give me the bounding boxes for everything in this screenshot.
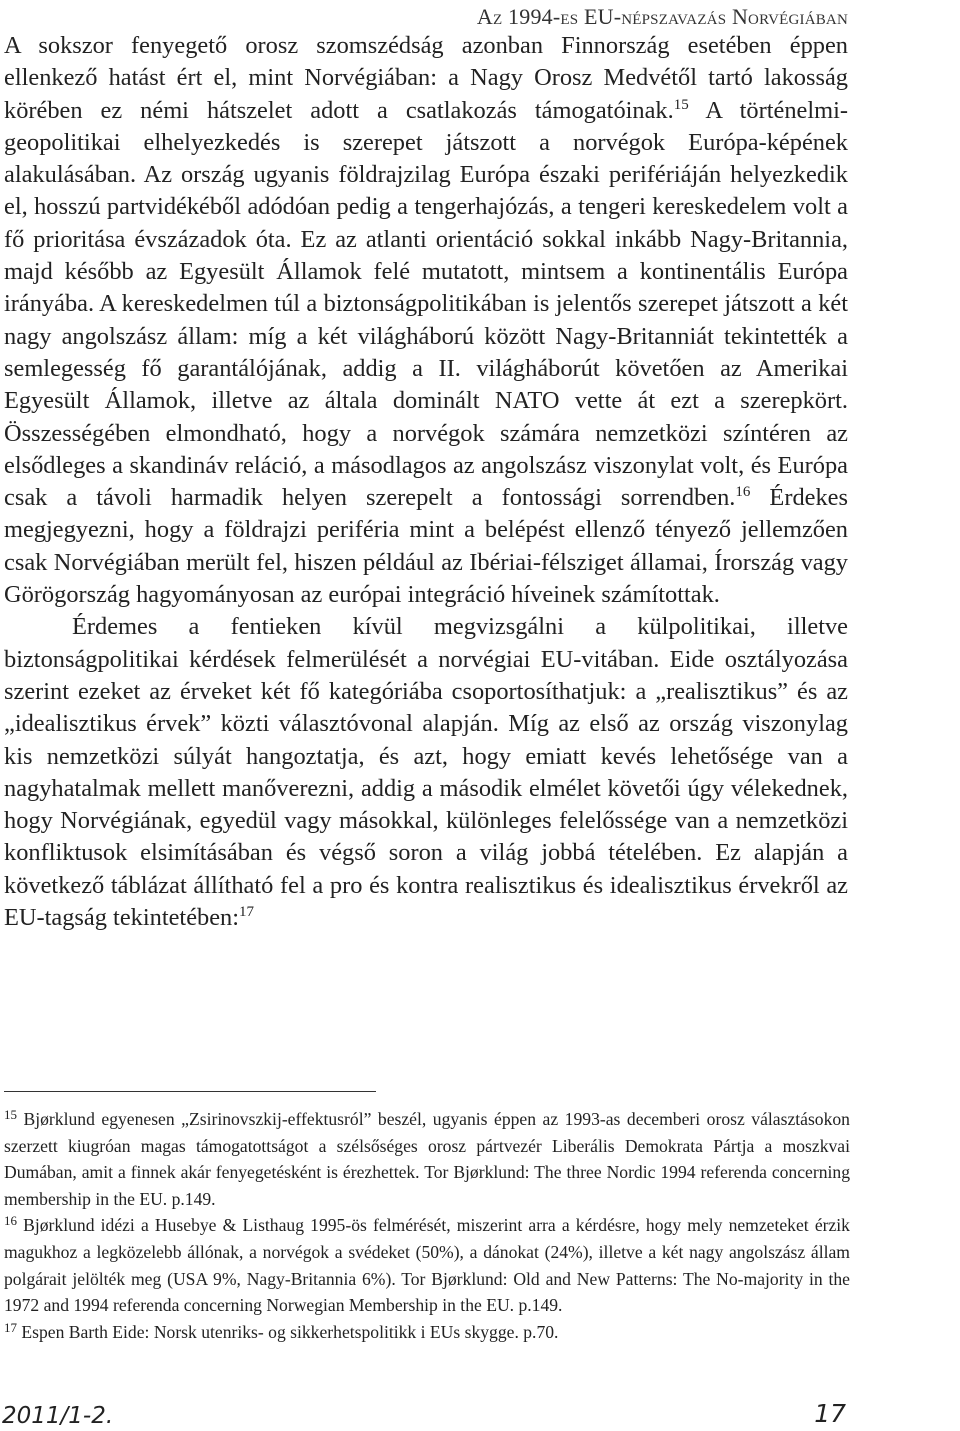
footnote — [4, 1319, 850, 1346]
text-run: Érdekes megjegyezni, hogy a földrajzi periféria mint a belépést ellenző tényező jellemzően csak Norvégiában merült fel, hiszen például az Ibériai-félsziget államai, Írország vagy Görögország hagyományosan az európai integráció híveinek számítottak. — [4, 484, 848, 609]
footnote — [4, 1106, 850, 1212]
footnotes — [4, 1106, 850, 1345]
page-footer — [0, 1397, 846, 1429]
footnote-number: 16 — [4, 1213, 17, 1229]
text-run: Érdemes a fentieken kívül megvizsgálni a külpolitikai, illetve biztonságpolitikai kérdések felmerülését a norvégiai EU-vitában. Eide osztályozása szerint ezeket az érveket két fő kategóriába csoportosíthatjuk: a „realisztikus” és az „idealisztikus érvek” közti választóvonal alapján. Míg az első az ország viszonylag kis nemzetközi súlyát hangoztatja, és azt, hogy emiatt kevés lehetősége van a nagyhatalmak mellett manőverezni, addig a második elmélet követői úgy vélekednek, hogy Norvégiának, egyedül vagy másokkal, különleges felelőssége van a nemzetközi konfliktusok elsimításában és végső soron a világ jobbá tételében. Ez alapján a következő táblázat állítható fel a pro és kontra realisztikus és idealisztikus érvekről az EU-tagság tekintetében: — [4, 613, 848, 932]
footnote-ref: 16 — [735, 484, 751, 501]
body-text — [4, 30, 848, 934]
text-run: A sokszor fenyegető orosz szomszédság azonban Finnország esetében éppen ellenkező hatást ért el, mint Norvégiában: a Nagy Orosz Medvétől tartó lakosság körében ez némi hátszelet adott a csatlakozás támogatóinak. — [4, 32, 848, 124]
page-number: 17 — [814, 1399, 846, 1428]
paragraph — [4, 30, 848, 611]
footnote-text: Bjørklund egyenesen „Zsirinovszkij-effektusról” beszél, ugyanis éppen az 1993-as decemberi orosz választásokon szerzett kiugróan magas támogatottságot a szélsőséges orosz pártvezér Liberális Demokrata Pártja a moszkvai Dumában, amit a finnek akár fenyegetésként is érezhettek. Tor Bjørklund: The three Nordic 1994 referenda concerning membership in the EU. p.149. — [4, 1109, 850, 1209]
footnote-text: Bjørklund idézi a Husebye & Listhaug 1995-ös felmérését, miszerint arra a kérdésre, hogy mely nemzeteket érzik magukhoz a legközelebb állónak, a norvégok a svédeket (50%), a dánokat (24%), illetve a két nagy angolszász állam polgárait jelölték meg (USA 9%, Nagy-Britannia 6%). Tor Bjørklund: Old and New Patterns: The No-majority in the 1972 and 1994 referenda concerning Norwegian Membership in the EU. p.149. — [4, 1215, 850, 1316]
text-run: A történelmi-geopolitikai elhelyezkedés is szerepet játszott a norvégok Európa-képének alakulásában. Az ország ugyanis földrajzilag Európa északi perifériáján helyezkedik el, hosszú partvidékéből adódóan pedig a tengerhajózás, a tengeri kereskedelem volt a fő prioritása évszázadok óta. Ez az atlanti orientáció sokkal inkább Nagy-Britannia, majd később az Egyesült Államok felé mutatott, mintsem a kontinentális Európa irányába. A kereskedelmen túl a biztonságpolitikában is jelentős szerepet játszott a két nagy angolszász állam: míg a két világháború között Nagy-Britanniát tekintették a semlegesség fő garantálójának, addig a II. világháborút követően az Amerikai Egyesült Államok, illetve az általa dominált NATO vette át ezt a szerepkört. Összességében elmondható, hogy a norvégok számára nemzetközi színtéren az elsődleges a skandináv reláció, a másodlagos az angolszász viszonylat volt, és Európa csak a távoli harmadik helyen szerepelt a fontossági sorrendben. — [4, 96, 849, 512]
footnote-number: 17 — [4, 1319, 17, 1335]
footnote-text: Espen Barth Eide: Norsk utenriks- og sikkerhetspolitikk i EUs skygge. p.70. — [21, 1321, 559, 1342]
footnote — [4, 1212, 850, 1318]
issue-label: 2011/1-2. — [2, 1403, 114, 1429]
footnote-number: 15 — [4, 1107, 17, 1122]
footnote-ref: 15 — [673, 96, 689, 113]
footnote-ref: 17 — [239, 904, 255, 921]
footnote-separator — [4, 1091, 376, 1092]
running-header: Az 1994-es EU-népszavazás Norvégiában — [476, 4, 848, 29]
paragraph — [4, 611, 848, 934]
